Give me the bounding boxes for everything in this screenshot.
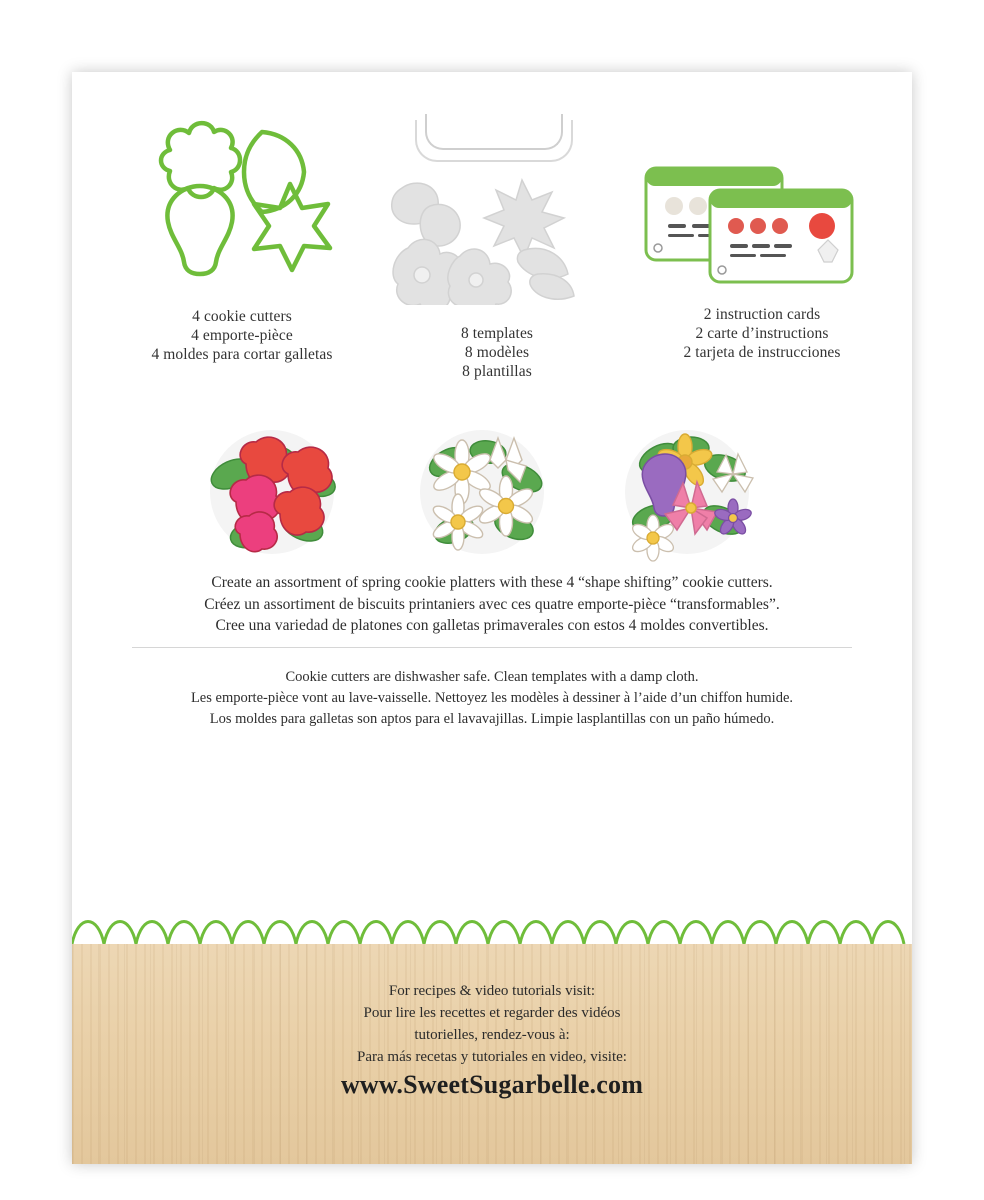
templates-line-fr: 8 modèles <box>464 344 530 361</box>
product-description <box>102 572 882 637</box>
cookie-cutters-line-en: 4 cookie cutters <box>192 308 292 325</box>
daisy-cookie-platter <box>402 422 552 562</box>
footer-wood-panel <box>72 944 912 1164</box>
component-templates <box>372 112 622 381</box>
footer-line-fr-1: Pour lire les recettes et regarder des vidéos <box>363 1005 621 1021</box>
components-row <box>72 112 912 402</box>
footer-text <box>72 980 912 1068</box>
description-line-fr: Créez un assortiment de biscuits printaniers avec ces quatre emporte-pièce “transformables”. <box>204 595 780 613</box>
care-line-fr: Les emporte-pièce vont au lave-vaisselle. Nettoyez les modèles à dessiner à l’aide d’un chiffon humide. <box>190 690 794 706</box>
templates-line-es: 8 plantillas <box>462 363 532 380</box>
instruction-cards-icon <box>622 162 902 297</box>
instruction-cards-line-es: 2 tarjeta de instrucciones <box>683 344 841 361</box>
cookie-cutters-line-es: 4 moldes para cortar galletas <box>151 346 333 363</box>
footer-line-es: Para más recetas y tutoriales en video, visite: <box>357 1049 627 1065</box>
description-line-es: Cree una variedad de platones con galletas primaverales con estos 4 moldes convertibles. <box>215 617 769 634</box>
stencil-templates-icon <box>372 170 622 310</box>
section-divider <box>132 647 852 648</box>
templates-caption <box>372 324 622 381</box>
description-line-en: Create an assortment of spring cookie platters with these 4 “shape shifting” cookie cutters. <box>211 574 773 591</box>
footer-line-en: For recipes & video tutorials visit: <box>388 983 596 999</box>
templates-line-en: 8 templates <box>460 325 534 342</box>
platter-examples <box>72 422 912 582</box>
mixed-flower-cookie-platter <box>607 422 757 562</box>
care-line-es: Los moldes para galletas son aptos para el lavavajillas. Limpie lasplantillas con un paño húmedo. <box>209 711 775 727</box>
website-url[interactable]: www.SweetSugarbelle.com <box>340 1070 644 1099</box>
cookie-cutters-line-fr: 4 emporte-pièce <box>191 327 293 344</box>
cookie-cutters-caption <box>112 307 372 364</box>
component-cookie-cutters <box>112 112 372 364</box>
footer-line-fr-2: tutorielles, rendez-vous à: <box>414 1027 570 1043</box>
cookie-cutter-shapes-icon <box>112 112 372 307</box>
instruction-cards-caption <box>622 305 902 362</box>
rose-cookie-platter <box>192 422 342 562</box>
instruction-cards-line-fr: 2 carte d’instructions <box>695 325 829 342</box>
instruction-cards-line-en: 2 instruction cards <box>703 306 821 323</box>
care-instructions <box>102 667 882 730</box>
package-back-panel <box>72 72 912 1164</box>
component-instruction-cards <box>622 112 902 362</box>
care-line-en: Cookie cutters are dishwasher safe. Clean templates with a damp cloth. <box>285 669 699 685</box>
